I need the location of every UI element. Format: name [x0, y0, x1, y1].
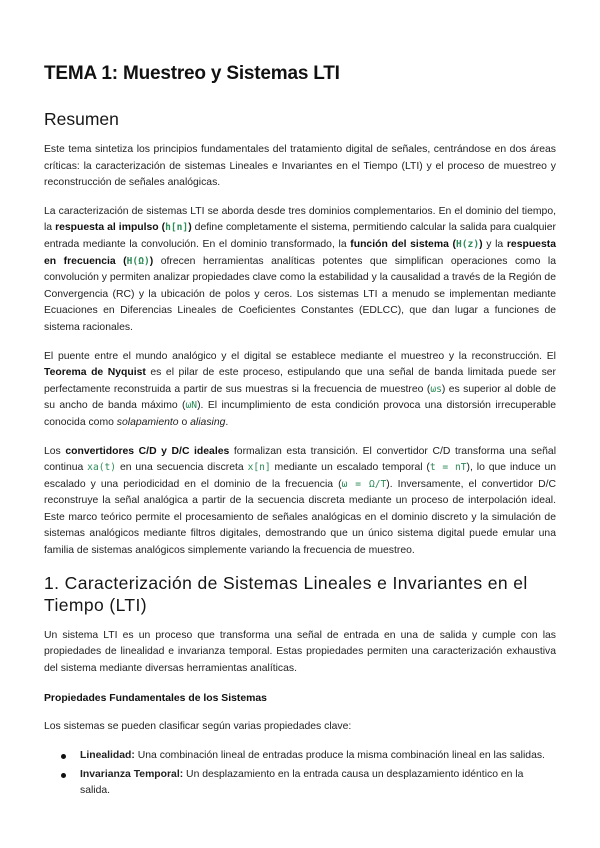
inline-code-h-omega: H(Ω) — [126, 255, 150, 267]
bullet-icon — [61, 773, 66, 778]
section-1-paragraph-1: Un sistema LTI es un proceso que transforma una señal de entrada en una de salida y cumple con las propiedades de linealidad e invarianza temporal. Estas propiedades permiten una caracterización exhaustiva del sistema mediante diversas herramientas analíticas. — [44, 629, 556, 674]
bold-term-nyquist: Teorema de Nyquist — [44, 367, 146, 379]
section-1-heading: 1. Caracterización de Sistemas Lineales e Invariantes en el Tiempo (LTI) — [44, 572, 528, 615]
bold-term-frequency-response: respuesta en frecuencia (H(Ω)) — [44, 238, 556, 267]
inline-code-t-nt: t = nT — [429, 462, 467, 474]
resumen-heading: Resumen — [44, 109, 119, 129]
list-item-invarianza: Invarianza Temporal: Un desplazamiento en la entrada causa un desplazamiento idéntico en la salida. — [44, 767, 556, 800]
section-1-subheading: Propiedades Fundamentales de los Sistemas — [44, 693, 267, 705]
resumen-paragraph-4: Los convertidores C/D y D/C ideales formalizan esta transición. El convertidor C/D transforma una señal continua xa(t) en una secuencia discreta x[n] mediante un escalado temporal (t = nT), lo que induce un escalado y una periodicidad en el dominio de la frecuencia (ω = Ω/T). Inversamente, el convertidor D/C reconstruye la señal analógica a partir de la secuencia discreta mediante un proceso de interpolación ideal. Este marco teórico permite el procesamiento de señales analógicas en el dominio discreto y la simulación de sistemas analógicos mediante filtros digitales, demostrando que un único sistema digital puede emular una familia de sistemas analógicos simplemente variando la frecuencia de muestreo. — [44, 445, 557, 557]
bold-term-converters: convertidores C/D y D/C ideales — [65, 445, 230, 457]
properties-list — [44, 748, 556, 800]
inline-code-h-n: h[n] — [165, 222, 189, 234]
inline-code-omega-t: ω = Ω/T — [341, 478, 387, 490]
resumen-paragraph-3: El puente entre el mundo analógico y el digital se establece mediante el muestreo y la reconstrucción. El Teorema de Nyquist es el pilar de este proceso, estipulando que una señal de banda limitada puede ser perfectamente reconstruida a partir de sus muestras si la frecuencia de muestreo (ωs) es superior al doble de su ancho de banda máximo (ωN). El incumplimiento de esta condición provoca una distorsión irrecuperable conocida como solapamiento o aliasing. — [44, 350, 556, 428]
italic-term-solapamiento: solapamiento — [116, 416, 179, 428]
inline-code-xa-t: xa(t) — [87, 462, 117, 474]
inline-code-x-n: x[n] — [247, 462, 271, 474]
resumen-paragraph-1: Este tema sintetiza los principios fundamentales del tratamiento digital de señales, centrándose en dos áreas críticas: la caracterización de sistemas Lineales e Invariantes en el Tiempo (LTI) y el proceso de muestreo y reconstrucción de señales analógicas. — [44, 144, 556, 189]
bold-term-impulse-response: respuesta al impulso (h[n]) — [55, 222, 192, 234]
italic-term-aliasing: aliasing — [190, 416, 226, 428]
inline-code-wn: ωN — [185, 400, 198, 412]
bullet-icon — [61, 754, 66, 759]
list-item-linealidad: Linealidad: Una combinación lineal de entradas produce la misma combinación lineal en las salidas. — [44, 748, 556, 765]
document-title: TEMA 1: Muestreo y Sistemas LTI — [44, 63, 340, 84]
bold-term-system-function: función del sistema (H(z)) — [350, 238, 483, 250]
document-page — [44, 62, 556, 802]
resumen-paragraph-2: La caracterización de sistemas LTI se aborda desde tres dominios complementarios. En el dominio del tiempo, la respuesta al impulso (h[n]) define completamente el sistema, permitiendo calcular la salida para cualquier entrada mediante la convolución. En el dominio transformado, la función del sistema (H(z)) y la respuesta en frecuencia (H(Ω)) ofrecen herramientas analíticas potentes que simplifican operaciones como la convolución y permiten analizar propiedades clave como la estabilidad y la causalidad a través de la Región de Convergencia (RC) y la ubicación de polos y ceros. Los sistemas LTI a menudo se implementan mediante Ecuaciones en Diferencias Lineales de Coeficientes Constantes (EDLCC), que dan lugar a funciones de sistema racionales. — [44, 205, 557, 333]
section-1-paragraph-2: Los sistemas se pueden clasificar según varias propiedades clave: — [44, 721, 352, 733]
inline-code-ws: ωs — [430, 383, 442, 395]
inline-code-h-z: H(z) — [456, 238, 480, 250]
